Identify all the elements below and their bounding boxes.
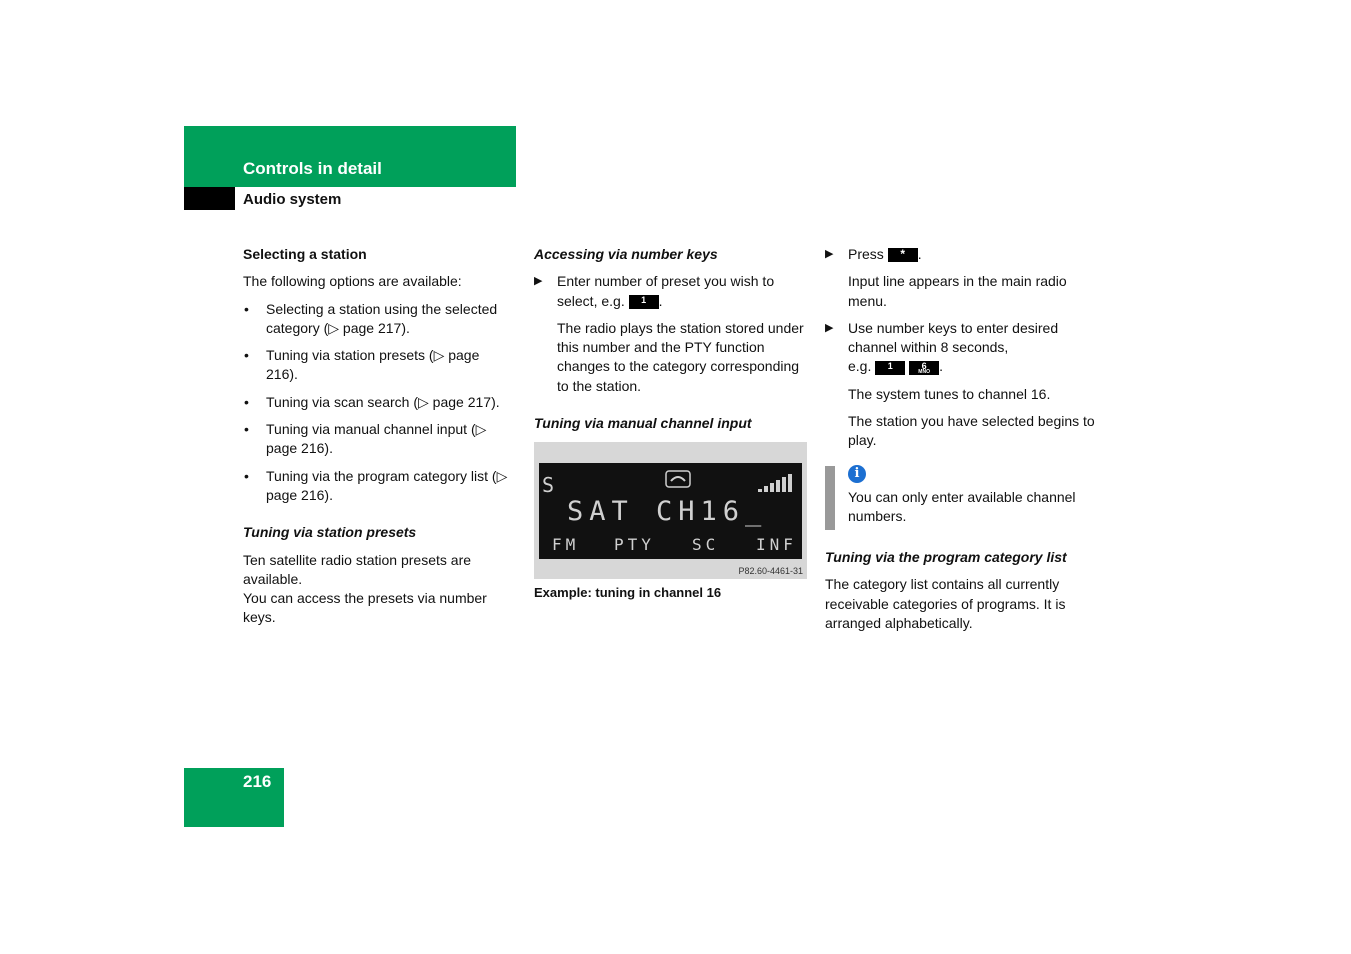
step-press-star: ▶ Press * .	[825, 245, 1100, 264]
figure-caption: Example: tuning in channel 16	[534, 585, 722, 600]
heading-station-presets: Tuning via station presets	[243, 524, 417, 541]
heading-category-list: Tuning via the program category list	[825, 549, 1067, 565]
key-1-icon: 1	[875, 361, 905, 375]
options-list	[243, 300, 515, 506]
subsection-title: Audio system	[243, 191, 342, 208]
step-arrow-icon: ▶	[825, 321, 834, 334]
figure-code: P82.60-4461-31	[738, 566, 803, 576]
softkey-pty: PTY	[614, 535, 655, 554]
press-result: Input line appears in the main radio menu.	[848, 273, 1067, 309]
info-icon: i	[848, 465, 866, 483]
section-title: Controls in detail	[243, 159, 382, 178]
subsection-marker	[184, 187, 235, 210]
category-section	[825, 548, 1100, 633]
page-ref-link[interactable]: page 217	[432, 393, 492, 410]
list-item: • Tuning via scan search (▷ page 217).	[243, 393, 515, 412]
softkey-sc: SC	[692, 535, 720, 554]
presets-text-2: You can access the presets via number keys.	[243, 590, 487, 626]
info-note	[848, 488, 1100, 527]
step-number-keys: ▶ Use number keys to enter desired channel within 8 seconds,	[825, 319, 1059, 356]
heading-selecting-station: Selecting a station	[243, 246, 367, 262]
page-ref-icon: ▷	[328, 319, 343, 336]
radio-display-figure	[534, 442, 807, 579]
step-arrow-icon: ▶	[825, 248, 834, 260]
phone-icon	[664, 469, 692, 489]
step-arrow-icon: ▶	[534, 275, 543, 288]
star-key-icon: *	[888, 248, 918, 262]
column-2	[534, 245, 808, 441]
signal-strength-icon	[758, 473, 798, 493]
info-sidebar	[825, 466, 835, 530]
tune-result: The system tunes to channel 16.	[848, 385, 1051, 402]
play-result: The station you have selected begins to play.	[848, 413, 1095, 449]
page-ref-link[interactable]: page 216	[266, 486, 325, 503]
page-ref-link[interactable]: page 216	[266, 347, 480, 383]
page-number: 216	[243, 772, 272, 791]
step-enter-preset: ▶ Enter number of preset you wish to select, e.g. 1 .	[534, 273, 775, 309]
page-ref-icon: ▷	[496, 467, 508, 484]
key-1-icon: 1	[629, 295, 659, 309]
info-text: You can only enter available channel numbers.	[848, 489, 1076, 525]
page-ref-icon: ▷	[433, 347, 449, 364]
category-text: The category list contains all currently receivable categories of programs. It is arranged alphabetically.	[825, 576, 1066, 631]
page-ref-link[interactable]: page 216	[266, 440, 325, 457]
softkey-inf: INF	[756, 535, 797, 554]
step-example-keys: e.g. 1 6 MNO .	[848, 358, 944, 375]
key-6-icon: 6 MNO	[909, 361, 939, 375]
list-item: • Tuning via the program category list (▷ page 216).	[243, 467, 515, 506]
heading-manual-input: Tuning via manual channel input	[534, 415, 752, 432]
page-ref-link[interactable]: page 217	[342, 319, 402, 336]
display-corner-letter: S	[542, 473, 555, 497]
column-3	[825, 245, 1100, 459]
softkey-fm: FM	[552, 535, 580, 554]
list-item: • Tuning via station presets (▷ page 216).	[243, 346, 515, 385]
page-ref-icon: ▷	[475, 421, 487, 438]
heading-number-keys: Accessing via number keys	[534, 246, 718, 262]
list-item: • Selecting a station using the selected category (▷ page 217).	[243, 300, 515, 339]
list-item: • Tuning via manual channel input (▷ page 216).	[243, 420, 515, 459]
display-main-text: SAT CH16_	[567, 496, 768, 527]
presets-text-1: Ten satellite radio station presets are available.	[243, 551, 472, 587]
intro-text: The following options are available:	[243, 273, 462, 290]
page-ref-icon: ▷	[418, 393, 433, 410]
step-result: The radio plays the station stored under this number and the PTY function changes to the category corresponding to the station.	[557, 319, 804, 394]
column-1	[243, 245, 515, 628]
